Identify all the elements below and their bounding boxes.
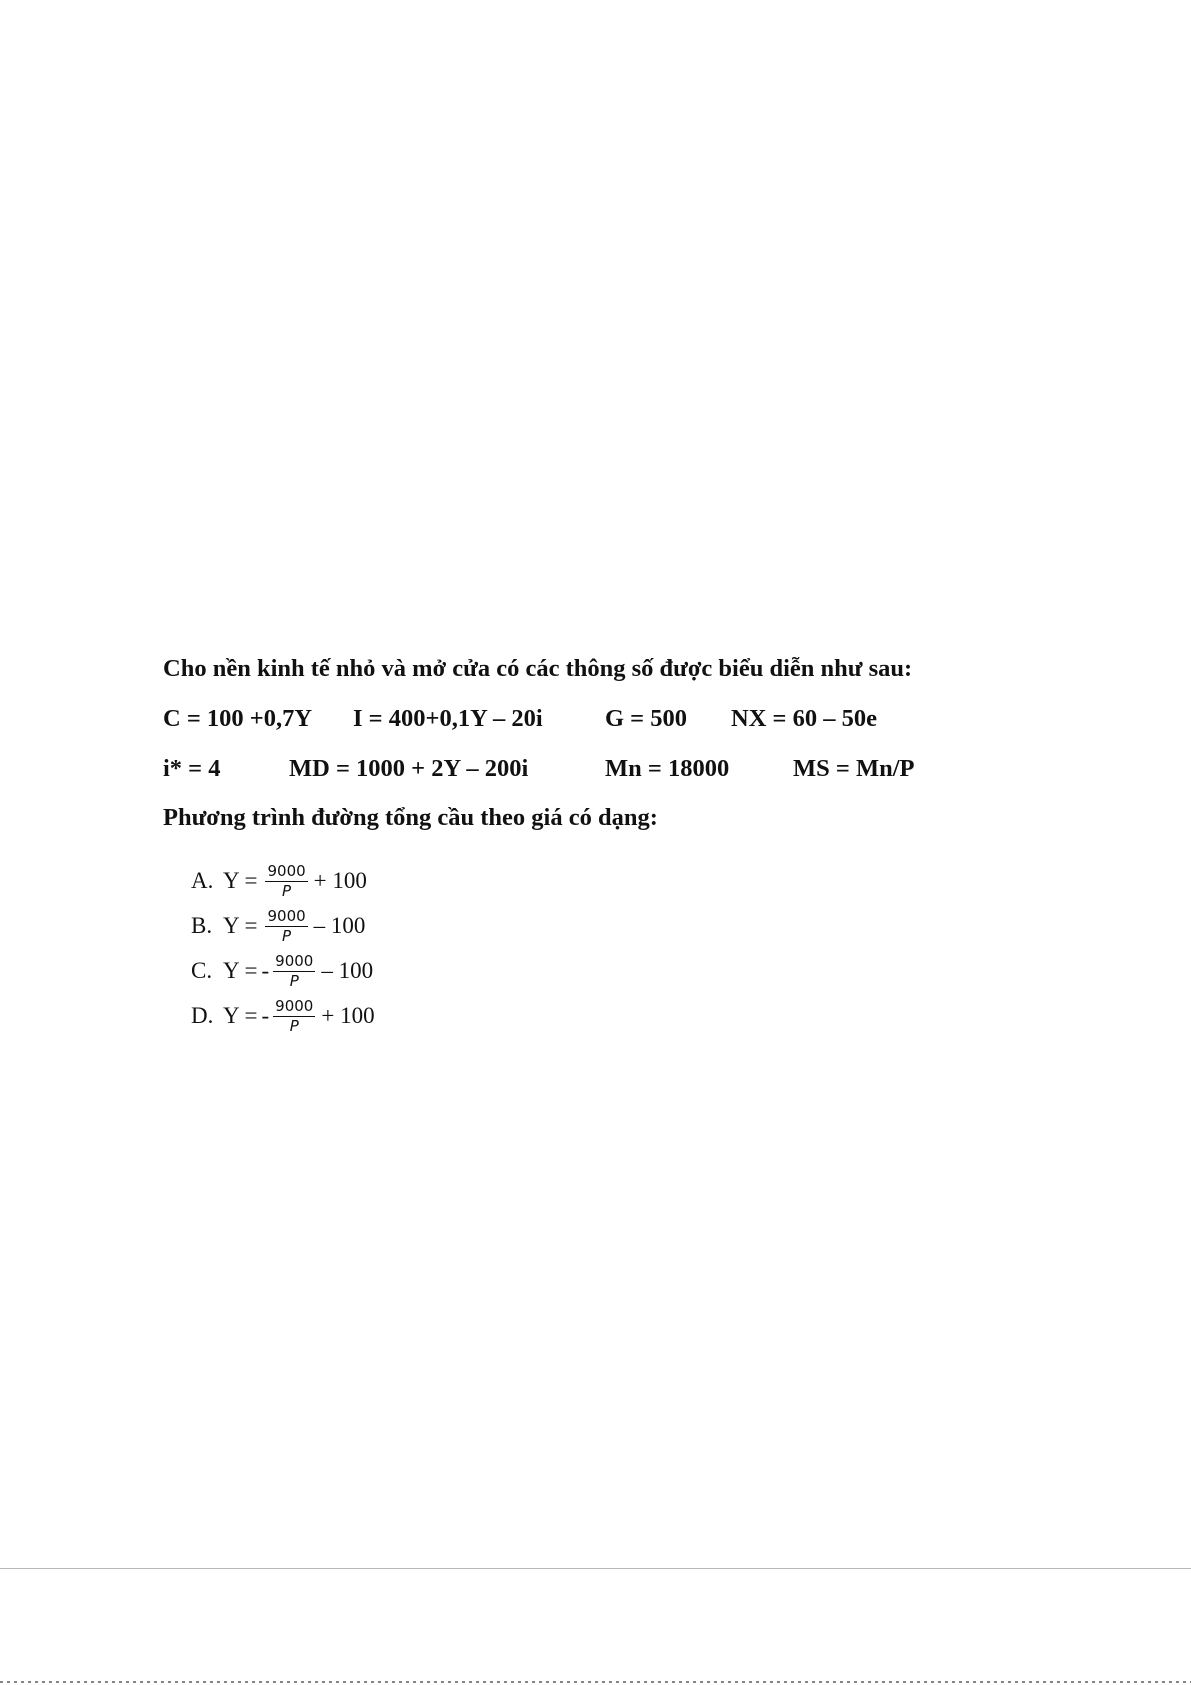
option-lhs: Y =	[223, 913, 258, 938]
money-demand-equation: MD = 1000 + 2Y – 200i	[289, 755, 529, 782]
fraction-denominator: P	[282, 881, 292, 900]
question-prompt: Phương trình đường tổng cầu theo giá có dạng:	[163, 804, 658, 831]
nominal-money-supply: Mn = 18000	[605, 755, 730, 782]
fraction-numerator: 9000	[275, 996, 314, 1015]
option-tail: – 100	[321, 958, 374, 983]
world-interest-rate: i* = 4	[163, 755, 221, 782]
footer-divider	[0, 1568, 1191, 1569]
option-tail: + 100	[313, 868, 367, 893]
fraction-denominator: P	[289, 1016, 299, 1035]
fraction-numerator: 9000	[275, 951, 314, 970]
fraction-numerator: 9000	[267, 906, 306, 925]
option-lhs: Y =	[223, 958, 258, 983]
option-letter: B.	[191, 913, 213, 938]
option-b[interactable]	[191, 903, 365, 949]
net-exports-equation: NX = 60 – 50e	[731, 705, 877, 732]
fraction-denominator: P	[289, 971, 299, 990]
option-a[interactable]	[191, 858, 367, 904]
option-d[interactable]	[191, 993, 375, 1039]
option-letter: A.	[191, 868, 214, 893]
investment-equation: I = 400+0,1Y – 20i	[353, 705, 543, 732]
option-c[interactable]	[191, 948, 373, 994]
fraction	[265, 863, 307, 900]
fraction	[265, 908, 307, 945]
option-tail: – 100	[313, 913, 366, 938]
bottom-edge-strip	[0, 1681, 1191, 1683]
option-lhs: Y =	[223, 868, 258, 893]
fraction-numerator: 9000	[267, 861, 306, 880]
fraction	[273, 953, 315, 990]
option-lhs: Y =	[223, 1003, 258, 1028]
option-letter: C.	[191, 958, 213, 983]
government-spending: G = 500	[605, 705, 688, 732]
question-intro: Cho nền kinh tế nhỏ và mở cửa có các thông số được biểu diễn như sau:	[163, 655, 913, 682]
consumption-equation: C = 100 +0,7Y	[163, 705, 313, 732]
fraction	[273, 998, 315, 1035]
option-negative-sign: -	[261, 1003, 270, 1028]
fraction-denominator: P	[282, 926, 292, 945]
option-tail: + 100	[321, 1003, 375, 1028]
option-letter: D.	[191, 1003, 214, 1028]
real-money-supply: MS = Mn/P	[793, 755, 915, 782]
option-negative-sign: -	[261, 958, 270, 983]
